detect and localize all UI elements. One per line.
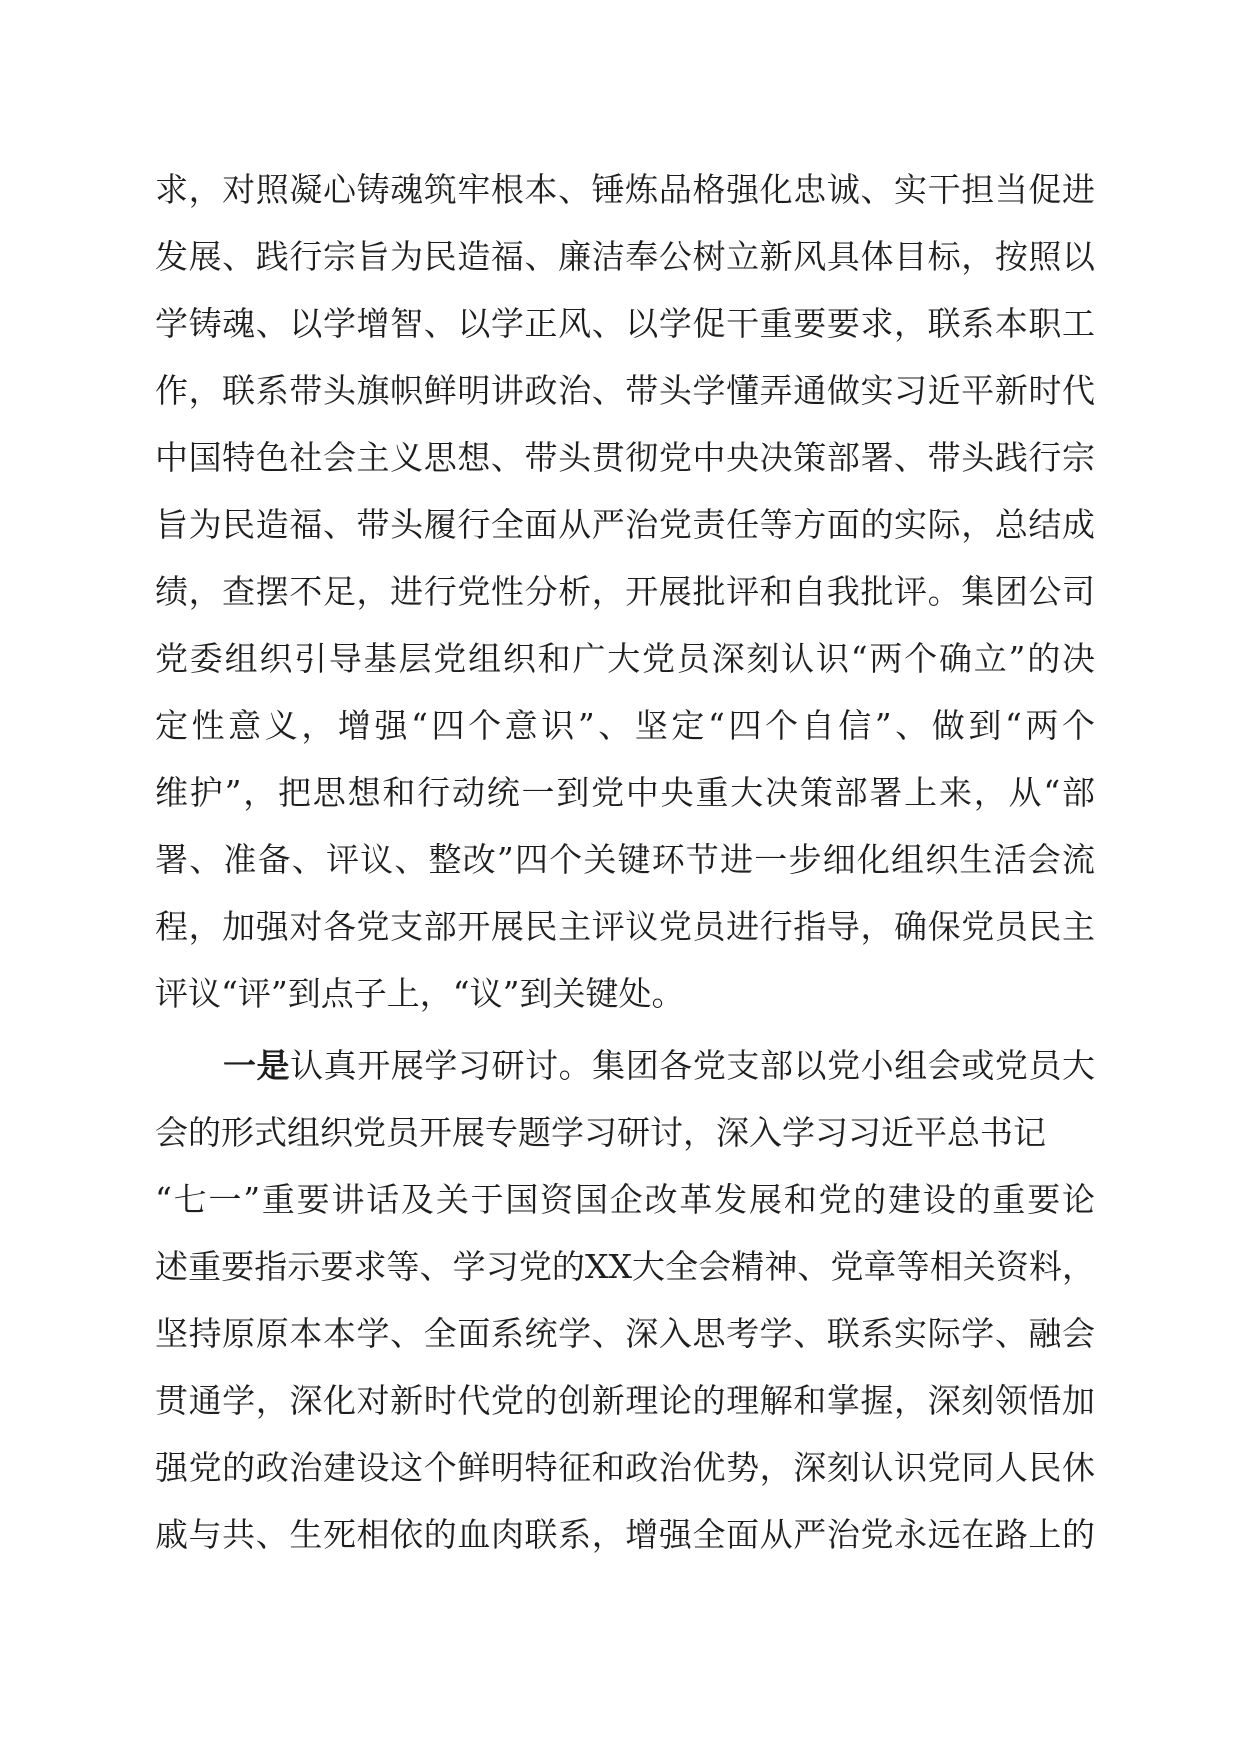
- paragraph-2-line-2: 会的形式组织党员开展专题学习研讨，深入学习习近平总书记: [155, 1113, 1046, 1152]
- paragraph-2-line-3: “七一”重要讲话及关于国资国企改革发展和党的建设的重要论: [155, 1180, 1095, 1219]
- paragraph-1-line-8: 党委组织引导基层党组织和广大党员深刻认识“两个确立”的决: [155, 639, 1095, 678]
- paragraph-1-line-11: 署、准备、评议、整改”四个关键环节进一步细化组织生活会流: [155, 840, 1095, 879]
- paragraph-2-line-4: 述重要指示要求等、学习党的XX大全会精神、党章等相关资料，: [155, 1247, 1095, 1286]
- paragraph-1-line-3: 学铸魂、以学增智、以学正风、以学促干重要要求，联系本职工: [155, 304, 1095, 343]
- paragraph-2-line-1-rest: 认真开展学习研讨。集团各党支部以党小组会或党员大: [290, 1046, 1095, 1085]
- paragraph-2-line-8: 戚与共、生死相依的血肉联系，增强全面从严治党永远在路上的: [155, 1515, 1095, 1554]
- paragraph-2-line-5: 坚持原原本本学、全面系统学、深入思考学、联系实际学、融会: [155, 1314, 1095, 1353]
- paragraph-2-line-7: 强党的政治建设这个鲜明特征和政治优势，深刻认识党同人民休: [155, 1448, 1095, 1487]
- paragraph-1-line-6: 旨为民造福、带头履行全面从严治党责任等方面的实际，总结成: [155, 505, 1095, 544]
- paragraph-1-line-4: 作，联系带头旗帜鲜明讲政治、带头学懂弄通做实习近平新时代: [155, 371, 1095, 410]
- paragraph-1-line-2: 发展、践行宗旨为民造福、廉洁奉公树立新风具体目标，按照以: [155, 237, 1095, 276]
- paragraph-1-line-12: 程，加强对各党支部开展民主评议党员进行指导，确保党员民主: [155, 907, 1095, 946]
- paragraph-1-line-10: 维护”，把思想和行动统一到党中央重大决策部署上来，从“部: [155, 773, 1095, 812]
- paragraph-1-line-13: 评议“评”到点子上，“议”到关键处。: [155, 974, 685, 1013]
- paragraph-1-line-9: 定性意义，增强“四个意识”、坚定“四个自信”、做到“两个: [155, 706, 1095, 745]
- paragraph-1-line-7: 绩，查摆不足，进行党性分析，开展批评和自我批评。集团公司: [155, 572, 1095, 611]
- paragraph-2-line-6: 贯通学，深化对新时代党的创新理论的理解和掌握，深刻领悟加: [155, 1381, 1095, 1420]
- paragraph-2-lead-bold: 一是: [223, 1046, 291, 1085]
- paragraph-1-line-1: 求，对照凝心铸魂筑牢根本、锤炼品格强化忠诚、实干担当促进: [155, 170, 1095, 209]
- paragraph-1-line-5: 中国特色社会主义思想、带头贯彻党中央决策部署、带头践行宗: [155, 438, 1095, 477]
- paragraph-2-line-1: [223, 1034, 1095, 1098]
